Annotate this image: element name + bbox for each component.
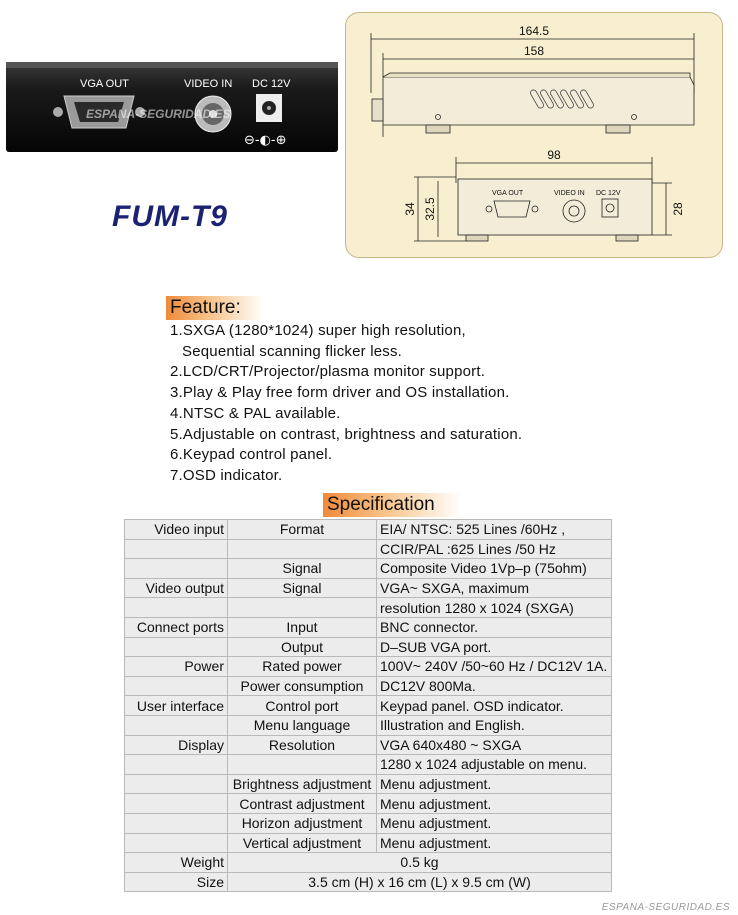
spec-item: Input [228,617,377,637]
spec-category [125,676,228,696]
table-row [125,520,612,540]
feature-item: 1.SXGA (1280*1024) super high resolution, [170,322,466,339]
spec-category: Connect ports [125,617,228,637]
dim-inner-length: 158 [523,44,545,58]
spec-category [125,637,228,657]
table-row [125,853,612,873]
spec-value: Keypad panel. OSD indicator. [377,696,612,716]
table-row [125,657,612,677]
table-row [125,598,612,618]
dim-height-panel: 28 [671,202,685,216]
spec-category [125,794,228,814]
spec-item: Vertical adjustment [228,833,377,853]
spec-category: Power [125,657,228,677]
spec-value: VGA~ SXGA, maximum [377,578,612,598]
spec-category [125,833,228,853]
feature-item: 4.NTSC & PAL available. [170,404,341,422]
spec-item: Horizon adjustment [228,813,377,833]
spec-value: Menu adjustment. [377,833,612,853]
table-row [125,715,612,735]
spec-item: Output [228,637,377,657]
feature-list [170,321,522,487]
spec-item: Contrast adjustment [228,794,377,814]
spec-category [125,715,228,735]
feature-item: Sequential scanning flicker less. [182,342,403,360]
dc-jack-icon [256,94,282,122]
spec-category: Video input [125,520,228,540]
spec-category [125,598,228,618]
table-row [125,794,612,814]
dim-height-total: 34 [403,202,417,216]
table-row [125,578,612,598]
feature-item: 6.Keypad control panel. [170,446,333,464]
spec-size-value: 3.5 cm (H) x 16 cm (L) x 9.5 cm (W) [228,872,612,892]
spec-value: 1280 x 1024 adjustable on menu. [377,755,612,775]
drawing-label-vga-out: VGA OUT [492,190,524,197]
feature-item: 5.Adjustable on contrast, brightness and saturation. [170,425,523,443]
spec-value: resolution 1280 x 1024 (SXGA) [377,598,612,618]
spec-item [228,755,377,775]
table-row [125,735,612,755]
dim-outer-length: 164.5 [518,24,550,38]
spec-item: Power consumption [228,676,377,696]
photo-label-dc: DC 12V [252,78,291,90]
spec-item: Format [228,520,377,540]
table-row [125,539,612,559]
spec-item: Menu language [228,715,377,735]
spec-size-label: Size [125,872,228,892]
spec-value: D–SUB VGA port. [377,637,612,657]
specification-table [124,519,612,892]
table-row [125,833,612,853]
table-row [125,617,612,637]
spec-category: User interface [125,696,228,716]
spec-category [125,539,228,559]
spec-category: Video output [125,578,228,598]
spec-category: Display [125,735,228,755]
drawing-label-video-in: VIDEO IN [554,190,585,197]
spec-value: Menu adjustment. [377,774,612,794]
spec-value: Menu adjustment. [377,813,612,833]
feature-item: 2.LCD/CRT/Projector/plasma monitor support. [170,363,486,381]
spec-value: VGA 640x480 ~ SXGA [377,735,612,755]
table-row [125,637,612,657]
table-row [125,755,612,775]
footer-watermark: ESPANA-SEGURIDAD.ES [601,902,730,913]
table-row [125,813,612,833]
photo-label-vga-out: VGA OUT [80,78,129,90]
feature-item: 3.Play & Play free form driver and OS installation. [170,384,510,402]
dim-height-body: 32.5 [423,197,437,221]
photo-label-video-in: VIDEO IN [184,78,233,90]
feature-heading: Feature: [166,296,264,320]
table-row [125,696,612,716]
spec-value: DC12V 800Ma. [377,676,612,696]
spec-item [228,539,377,559]
spec-item: Resolution [228,735,377,755]
spec-value: Illustration and English. [377,715,612,735]
spec-item: Signal [228,578,377,598]
dimension-drawing [345,12,723,258]
photo-watermark: ESPANA-SEGURIDAD.ES [86,107,231,121]
spec-value: Menu adjustment. [377,794,612,814]
spec-value: BNC connector. [377,617,612,637]
model-title: FUM-T9 [112,200,228,233]
photo-polarity: ⊖-◐-⊕ [244,133,287,148]
spec-category [125,755,228,775]
spec-value: Composite Video 1Vp–p (75ohm) [377,559,612,579]
spec-value: EIA/ NTSC: 525 Lines /60Hz , [377,520,612,540]
spec-category [125,774,228,794]
spec-item: Rated power [228,657,377,677]
table-row [125,559,612,579]
drawing-label-dc: DC 12V [596,190,621,197]
spec-item: Brightness adjustment [228,774,377,794]
table-row [125,676,612,696]
product-photo [6,62,338,152]
specification-heading: Specification [323,493,461,517]
spec-item: Control port [228,696,377,716]
spec-weight-label: Weight [125,853,228,873]
table-row [125,872,612,892]
dim-width: 98 [547,148,561,162]
table-row [125,774,612,794]
spec-category [125,559,228,579]
spec-item: Signal [228,559,377,579]
spec-value: 100V~ 240V /50~60 Hz / DC12V 1A. [377,657,612,677]
spec-item [228,598,377,618]
spec-category [125,813,228,833]
feature-item: 7.OSD indicator. [170,466,283,484]
spec-weight-value: 0.5 kg [228,853,612,873]
spec-value: CCIR/PAL :625 Lines /50 Hz [377,539,612,559]
